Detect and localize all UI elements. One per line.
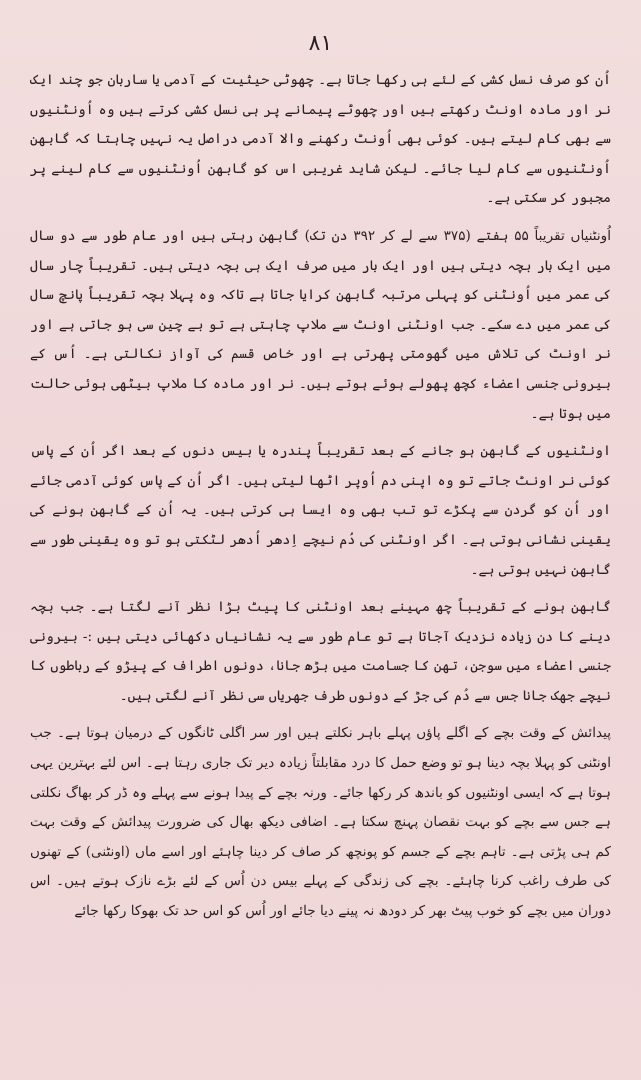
paragraph: گابھن ہونے کے تقریباً چھ مہینے بعد اونٹنی کا پیٹ بڑا نظر آنے لگتا ہے۔ جب بچہ دینے کا دن زیادہ نزدیک آجاتا ہے تو عام طور سے یہ نشانیاں دکھائی دیتی ہیں :- بیرونی جنسی اعضاء میں سوجن، تھن کا جسامت میں بڑھ جانا، دونوں اطراف کے پیڑو کے رباطوں کا نیچے جھک جانا جس سے دُم کی جڑ کے دونوں طرف جھریاں سی نظر آنے لگتی ہیں۔ <box>30 599 611 704</box>
page-number: ۸۱ <box>308 31 333 56</box>
paragraph: پیدائش کے وقت بچے کے اگلے پاؤں پہلے باہر نکلتے ہیں اور سر اگلی ٹانگوں کے درمیان ہوتا ہے۔ جب اونٹنی کو پہلا بچہ دینا ہو تو وضع حمل کا درد مقابلتاً زیادہ دیر تک جاری رہتا ہے۔ اس لئے بہترین یہی ہوتا ہے کہ ایسی اونٹنیوں کو باندھ کر رکھا جائے۔ ورنہ بچے کے پیدا ہونے سے پہلے وہ ڈر کر بھاگ نکلتی ہے جس سے بچے کو بہت نقصان پہنچ سکتا ہے۔ اضافی دیکھ بھال کی ضرورت پیدائش کے وقت بہت کم ہی پڑتی ہے۔ تاہم بچے کے جسم کو پونچھ کر صاف کر دینا چاہئے اور اسے ماں (اونٹنی) کے تھنوں کی طرف راغب کرنا چاہئے۔ بچے کی زندگی کے پہلے بیس دن اُس کے لئے بڑے نازک ہوتے ہیں۔ اس دوران میں بچے کو خوب پیٹ بھر کر دودھ نہ پینے دیا جائے اور اُس کو اس حد تک بھوکا رکھا جائے <box>30 725 611 920</box>
paragraph: اُن کو صرف نسل کشی کے لئے ہی رکھا جاتا ہے۔ چھوٹی حیثیت کے آدمی یا ساربان جو چند ایک نر اور مادہ اونٹ رکھتے ہیں اور چھوٹے پیمانے پر ہی نسل کشی کرتے ہیں وہ اُونٹنیوں سے بھی کام لیتے ہیں۔ کوئی بھی اُونٹ رکھنے والا آدمی دراصل یہ نہیں چاہتا کہ گابھن اُونٹنیوں سے کام لیا جائے۔ لیکن شاید غریبی اس کو گابھن اُونٹنیوں سے کام لینے پر مجبور کر سکتی ہے۔ <box>30 72 611 207</box>
paragraph: اونٹنیوں کے گابھن ہو جانے کے بعد تقریباً پندرہ یا بیس دنوں کے بعد اگر اُن کے پاس کوئی نر اونٹ جاتے تو وہ اپنی دم اُوپر اٹھا لیتی ہیں۔ اگر اُن کے پاس کوئی آدمی جائے اور اُن کو گردن سے پکڑے تو تب بھی وہ ایسا ہی کرتی ہیں۔ یہ اُن کے گابھن ہونے کی یقینی نشانی ہوتی ہے۔ اگر اونٹنی کی دُم نیچے اِدھر اُدھر لٹکتی ہو تو وہ یقینی طور سے گابھن نہیں ہوتی ہے۔ <box>30 443 611 578</box>
paragraph: اُونٹنیاں تقریباً ۵۵ ہفتے (۳۷۵ سے لے کر ۳۹۲ دن تک) گابھن رہتی ہیں اور عام طور سے دو سال میں ایک بار بچہ دیتی ہیں اور ایک بار میں صرف ایک ہی بچہ دیتی ہیں۔ تقریباً چار سال کی عمر میں اُونٹنی کو پہلی مرتبہ گابھن کرایا جاتا ہے تاکہ وہ پہلا بچہ تقریباً پانچ سال کی عمر میں دے سکے۔ جب اونٹنی اونٹ سے ملاپ چاہتی ہے تو بے چین سی ہو جاتی ہے اور نر اونٹ کی تلاش میں گھومتی پھرتی ہے اور خاص قسم کی آواز نکالتی ہے۔ اُس کے بیرونی جنسی اعضاء کچھ پھولے ہوئے ہوتے ہیں۔ نر اور مادہ کا ملاپ بیٹھی ہوئی حالت میں ہوتا ہے۔ <box>30 227 612 422</box>
page-body <box>30 66 611 927</box>
